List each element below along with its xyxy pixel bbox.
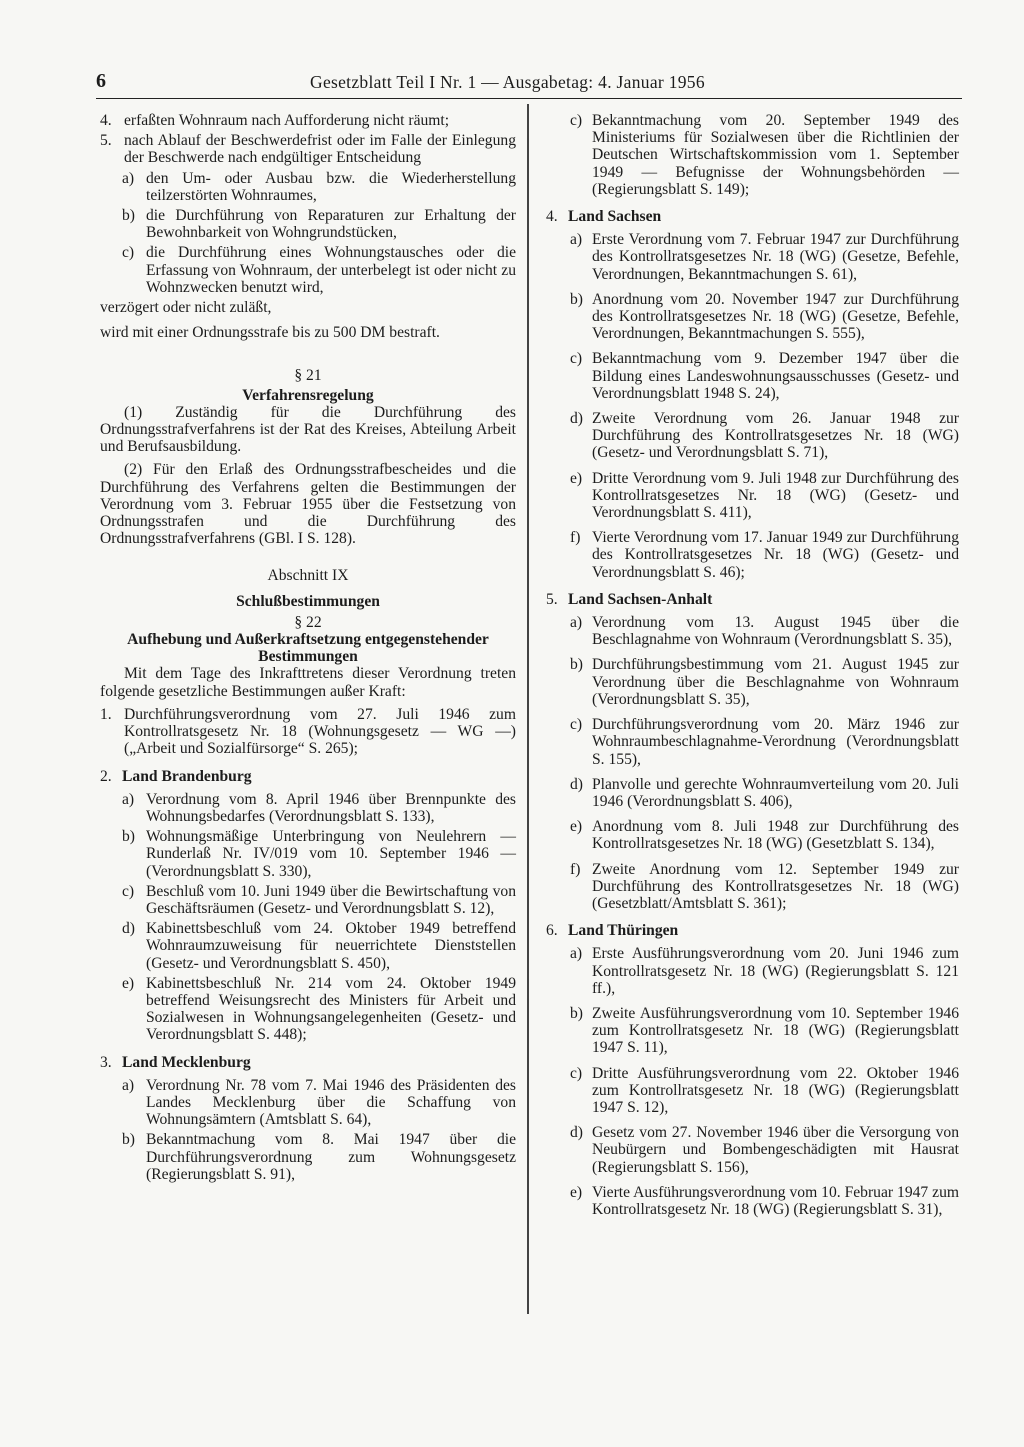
sub-text: Durchführungsbestimmung vom 21. August 1945 zur Verordnung über die Beschlagnahme von Wohnraum (Verordnungsblatt S. 35), [592, 656, 959, 708]
sub-item [546, 350, 959, 402]
sub-item [100, 791, 516, 825]
sub-item [546, 945, 959, 997]
section-title: Aufhebung und Außerkraftsetzung entgegenstehender Bestimmungen [127, 631, 489, 666]
sub-text: Wohnungsmäßige Unterbringung von Neulehrern — Runderlaß Nr. IV/019 vom 10. September 1946 — (Verordnungsblatt S. 330), [146, 828, 516, 880]
sub-text: Durchführungsverordnung vom 20. März 1946 zur Wohnraumbeschlagnahme-Verordnung (Verordnungsblatt S. 155), [592, 716, 959, 768]
sub-label: c) [570, 1064, 583, 1082]
sub-text: die Durchführung eines Wohnungstausches oder die Erfassung von Wohnraum, der unterbelegt ist oder nicht zu Wohnzwecken benutzt wird, [146, 244, 516, 296]
land-number: 3. [100, 1053, 112, 1071]
land-number: 2. [100, 767, 112, 785]
paragraph: (1) Zuständig für die Durchführung des Ordnungsstrafverfahrens ist der Rat des Kreises, Abteilung Arbeit und Berufsausbildung. [100, 403, 516, 456]
sub-text: Erste Ausführungsverordnung vom 20. Juni 1946 zum Kontrollratsgesetz Nr. 18 (WG) (Regierungsblatt S. 121 ff.), [592, 945, 959, 997]
sub-label: f) [570, 860, 581, 878]
sub-label: b) [570, 656, 583, 674]
sub-item [546, 861, 959, 913]
sub-label: b) [570, 290, 583, 308]
land-heading [546, 591, 959, 608]
sub-item [100, 883, 516, 917]
sub-label: f) [570, 529, 581, 547]
sub-label: c) [570, 350, 583, 368]
sub-item [546, 716, 959, 768]
sub-label: e) [122, 974, 135, 992]
sub-text: Anordnung vom 8. Juli 1948 zur Durchführung des Kontrollratsgesetzes Nr. 18 (WG) (Gesetzblatt S. 134), [592, 818, 959, 853]
sub-text: Vierte Ausführungsverordnung vom 10. Februar 1947 zum Kontrollratsgesetz Nr. 18 (WG) (Regierungsblatt S. 31), [592, 1183, 959, 1218]
clause-text: wird mit einer Ordnungsstrafe bis zu 500 DM bestraft. [100, 324, 440, 342]
item-label: 1. [100, 705, 112, 723]
sub-text: Zweite Verordnung vom 26. Januar 1948 zur Durchführung des Kontrollratsgesetzes Nr. 18 (WG) (Gesetz- und Verordnungsblatt S. 71), [592, 410, 959, 462]
sub-item [546, 1005, 959, 1057]
section-sign: § 22 [294, 613, 322, 631]
chapter-heading: Abschnitt IX [267, 567, 349, 585]
paragraph: (2) Für den Erlaß des Ordnungsstrafbescheides und die Durchführung des Verfahrens gelten die Bestimmungen der Verordnung vom 3. Februar 1955 über die Festsetzung von Ordnungsstrafen und die Durchführung des Ordnungsstrafverfahrens (GBl. I S. 128). [100, 461, 516, 548]
item-label: 4. [100, 112, 112, 129]
sub-item [100, 170, 516, 204]
sub-text: Vierte Verordnung vom 17. Januar 1949 zur Durchführung des Kontrollratsgesetzes Nr. 18 (WG) (Gesetz- und Verordnungsblatt S. 46); [592, 529, 959, 581]
sub-item [546, 656, 959, 708]
sub-item [546, 529, 959, 581]
sub-text: Kabinettsbeschluß vom 24. Oktober 1949 betreffend Wohnraumzuweisung für neuerrichtete Dienststellen (Gesetz- und Verordnungsblatt S. 450), [146, 920, 516, 972]
sub-text: die Durchführung von Reparaturen zur Erhaltung der Bewohnbarkeit von Wohngrundstücken, [146, 207, 516, 242]
sub-text: Zweite Anordnung vom 12. September 1949 zur Durchführung des Kontrollratsgesetzes Nr. 18 (WG) (Gesetzblatt/Amtsblatt S. 361); [592, 860, 959, 912]
sub-item [546, 614, 959, 648]
sub-item [546, 818, 959, 852]
sub-label: a) [570, 614, 583, 632]
sub-text: Zweite Ausführungsverordnung vom 10. September 1946 zum Kontrollratsgesetz Nr. 18 (WG) (Regierungsblatt 1947 S. 11), [592, 1004, 959, 1057]
sub-text: Dritte Ausführungsverordnung vom 22. Oktober 1946 zum Kontrollratsgesetz Nr. 18 (WG) (Regierungsblatt 1947 S. 12), [592, 1064, 959, 1116]
land-heading [100, 768, 516, 785]
sub-label: e) [570, 818, 583, 836]
sub-item [100, 975, 516, 1044]
sub-label: a) [122, 1076, 135, 1094]
sub-item [546, 291, 959, 343]
sub-item [546, 1124, 959, 1176]
sub-label: a) [570, 945, 583, 963]
chapter-title: Schlußbestimmungen [236, 592, 380, 610]
sub-label: b) [570, 1004, 583, 1022]
land-name: Land Brandenburg [122, 767, 252, 785]
sub-label: d) [570, 410, 583, 428]
sub-label: d) [570, 775, 583, 793]
sub-text: Planvolle und gerechte Wohnraumverteilung vom 20. Juli 1946 (Verordnungsblatt S. 406), [592, 775, 959, 810]
sub-label: e) [570, 1183, 583, 1201]
sub-item [546, 112, 959, 198]
sub-label: a) [122, 790, 135, 808]
clause-text: verzögert oder nicht zuläßt, [100, 299, 272, 317]
page-number: 6 [96, 70, 106, 92]
sub-text: Dritte Verordnung vom 9. Juli 1948 zur Durchführung des Kontrollratsgesetzes Nr. 18 (WG) (Gesetz- und Verordnungsblatt S. 411), [592, 469, 959, 522]
sub-text: Verordnung vom 8. April 1946 über Brennpunkte des Wohnungsbedarfes (Verordnungsblatt S. 133), [146, 790, 516, 825]
sub-text: Gesetz vom 27. November 1946 über die Versorgung von Neubürgern und Bombengeschädigten mit Hausrat (Regierungsblatt S. 156), [592, 1124, 959, 1176]
list-item [100, 112, 516, 129]
sub-item [546, 776, 959, 810]
item-label: 5. [100, 132, 112, 150]
sub-text: Bekanntmachung vom 8. Mai 1947 über die Durchführungsverordnung zum Wohnungsgesetz (Regierungsblatt S. 91), [146, 1131, 516, 1183]
page-header [96, 70, 962, 99]
header-title: Gesetzblatt Teil I Nr. 1 — Ausgabetag: 4. Januar 1956 [310, 72, 705, 92]
sub-label: c) [570, 716, 583, 734]
sub-item [100, 920, 516, 972]
land-name: Land Sachsen [568, 208, 662, 226]
sub-item [100, 207, 516, 241]
sub-label: d) [122, 920, 135, 938]
sub-label: c) [570, 112, 583, 129]
land-heading [100, 1054, 516, 1071]
sub-item [546, 1184, 959, 1218]
sub-text: Kabinettsbeschluß Nr. 214 vom 24. Oktober 1949 betreffend Weisungsrecht des Ministers für Arbeit und Sozialwesen in Wohnungsangelegenheiten (Gesetz- und Verordnungsblatt S. 448); [146, 974, 516, 1044]
sub-text: Bekanntmachung vom 20. September 1949 des Ministeriums für Sozialwesen über die Richtlinien der Deutschen Wirtschaftskommission vom 1. September 1949 — Befugnisse der Wohnungsbehörden — (Regierungsblatt S. 149); [592, 112, 959, 198]
land-name: Land Thüringen [568, 922, 679, 940]
sub-label: b) [122, 1131, 135, 1149]
land-number: 4. [546, 208, 558, 226]
land-number: 6. [546, 922, 558, 940]
sub-item [100, 828, 516, 880]
sub-label: c) [122, 244, 135, 262]
sub-text: Verordnung vom 13. August 1945 über die Beschlagnahme von Wohnraum (Verordnungsblatt S. 35), [592, 614, 959, 649]
list-item [100, 706, 516, 758]
sub-text: Beschluß vom 10. Juni 1949 über die Bewirtschaftung von Geschäftsräumen (Gesetz- und Verordnungsblatt S. 12), [146, 882, 516, 917]
sub-text: Erste Verordnung vom 7. Februar 1947 zur Durchführung des Kontrollratsgesetzes Nr. 18 (WG) (Gesetze, Befehle, Verordnungen, Bekanntmachungen S. 61), [592, 231, 959, 283]
sub-text: Bekanntmachung vom 9. Dezember 1947 über die Bildung eines Landeswohnungsausschusses (Gesetz- und Verordnungsblatt 1948 S. 24), [592, 350, 959, 402]
land-heading [546, 208, 959, 225]
sub-text: Anordnung vom 20. November 1947 zur Durchführung des Kontrollratsgesetzes Nr. 18 (WG) (Gesetze, Befehle, Verordnungen, Bekanntmachungen S. 555), [592, 290, 959, 343]
sub-item [100, 244, 516, 296]
item-text: erfaßten Wohnraum nach Aufforderung nicht räumt; [124, 112, 450, 129]
section-title: Verfahrensregelung [242, 386, 374, 404]
land-name: Land Sachsen-Anhalt [568, 590, 713, 608]
sub-label: a) [122, 169, 135, 187]
sub-item [546, 410, 959, 462]
section-sign: § 21 [294, 367, 322, 385]
sub-label: b) [122, 828, 135, 846]
sub-item [100, 1131, 516, 1183]
item-text: Durchführungsverordnung vom 27. Juli 1946 zum Kontrollratsgesetz Nr. 18 (Wohnungsgesetz — WG —) („Arbeit und Sozialfürsorge“ S. 265); [124, 705, 516, 758]
sub-label: d) [570, 1124, 583, 1142]
sub-text: Verordnung Nr. 78 vom 7. Mai 1946 des Präsidenten des Landes Mecklenburg über die Schaffung von Wohnungsämtern (Amtsblatt S. 64), [146, 1076, 516, 1129]
column-divider [527, 104, 529, 1314]
left-column [100, 112, 516, 1186]
sub-label: b) [122, 207, 135, 225]
sub-item [546, 231, 959, 283]
land-name: Land Mecklenburg [122, 1053, 251, 1071]
sub-item [546, 470, 959, 522]
sub-text: den Um- oder Ausbau bzw. die Wiederherstellung teilzerstörten Wohnraumes, [146, 169, 516, 204]
paragraph: Mit dem Tage des Inkrafttretens dieser Verordnung treten folgende gesetzliche Bestimmungen außer Kraft: [100, 665, 516, 700]
land-number: 5. [546, 590, 558, 608]
list-item [100, 132, 516, 166]
right-column [546, 112, 959, 1226]
item-text: nach Ablauf der Beschwerdefrist oder im Falle der Einlegung der Beschwerde nach endgültiger Entscheidung [124, 132, 516, 167]
sub-label: e) [570, 469, 583, 487]
sub-item [546, 1065, 959, 1117]
sub-label: a) [570, 231, 583, 249]
sub-item [100, 1077, 516, 1129]
sub-label: c) [122, 882, 135, 900]
land-heading [546, 922, 959, 939]
